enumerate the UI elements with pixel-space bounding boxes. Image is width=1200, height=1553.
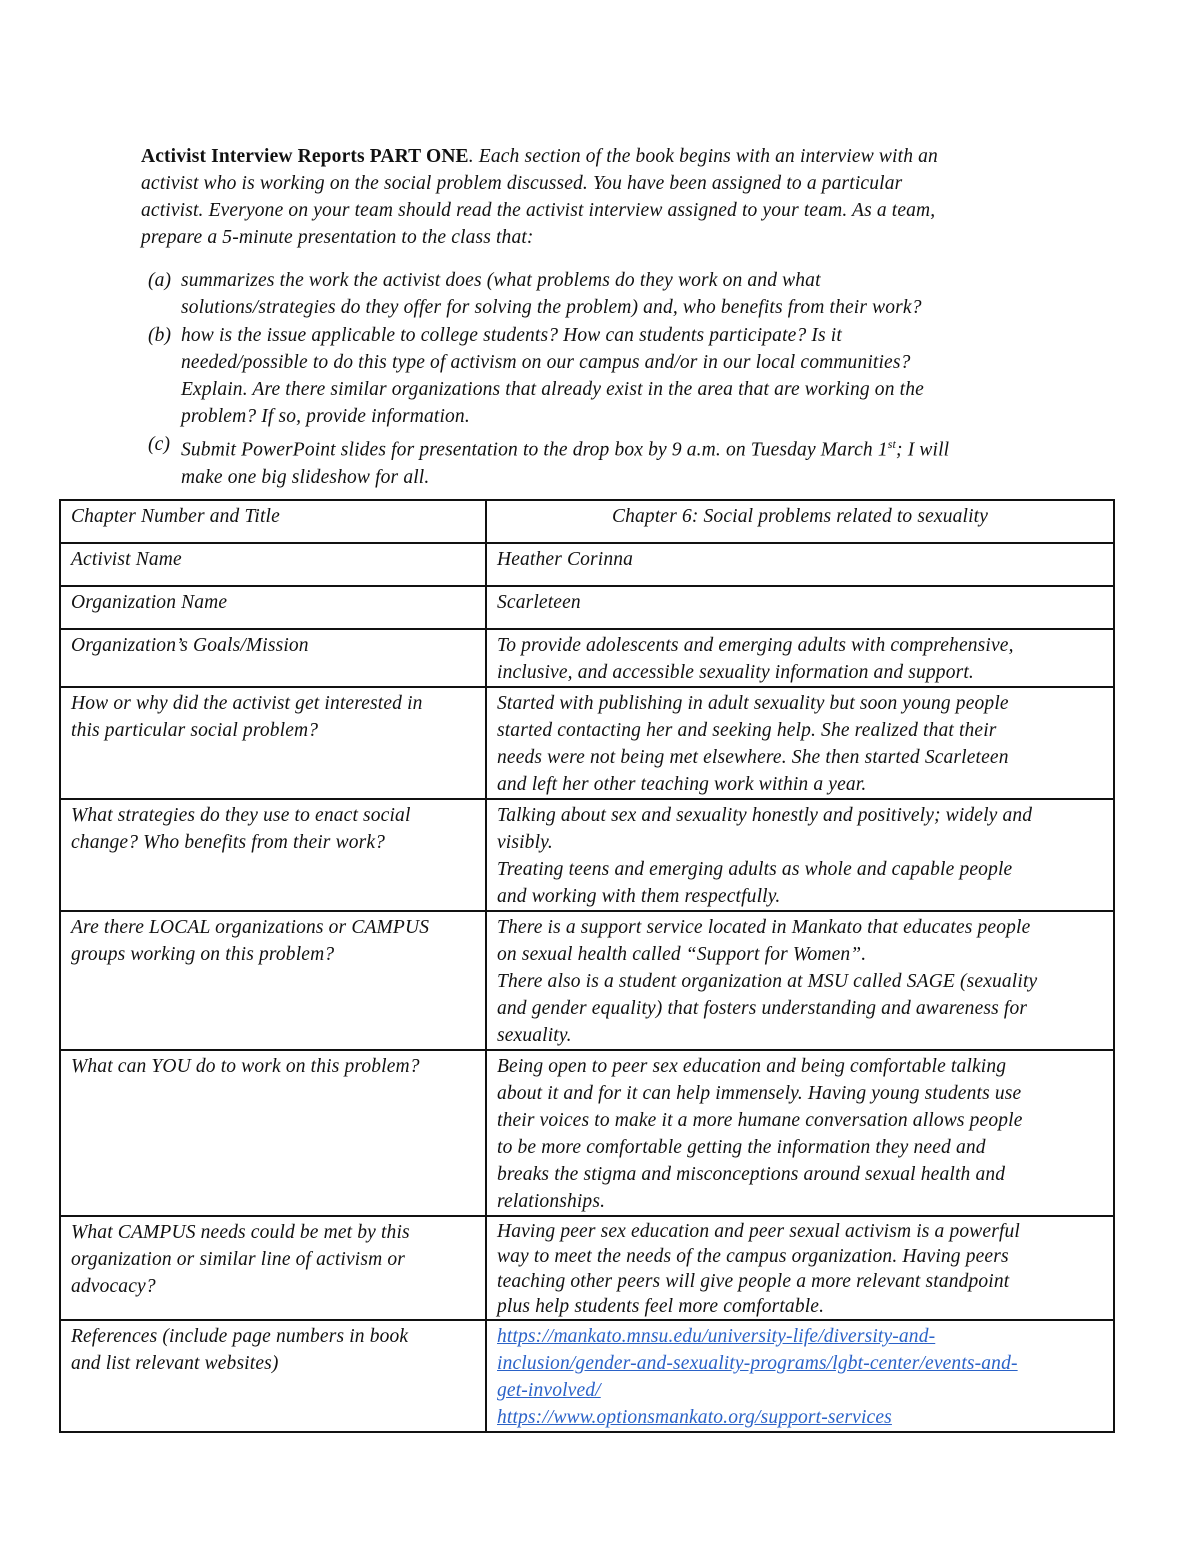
row-label-cell — [60, 1320, 486, 1432]
table-row — [60, 500, 1114, 543]
row-label-line: Organization’s Goals/Mission — [71, 635, 309, 656]
row-label-cell — [60, 799, 486, 911]
intro-line: . Each section of the book begins with an interview with an — [468, 146, 938, 167]
superscript: st — [887, 437, 897, 451]
intro-line: activist who is working on the social problem discussed. You have been assigned to a particular — [141, 173, 903, 194]
row-value-line: There is a support service located in Mankato that educates people — [497, 917, 1031, 938]
row-label-line: Organization Name — [71, 592, 228, 613]
row-value-line: Scarleteen — [497, 592, 581, 613]
list-item-c — [148, 431, 949, 491]
row-label-cell — [60, 629, 486, 687]
table-row — [60, 1050, 1114, 1216]
list-marker: (a) — [148, 270, 172, 291]
table-row — [60, 629, 1114, 687]
row-value-line: Having peer sex education and peer sexual activism is a powerful — [497, 1221, 1020, 1242]
row-value-cell — [486, 543, 1114, 586]
row-value-cell — [486, 586, 1114, 629]
list-line: problem? If so, provide information. — [181, 406, 470, 427]
row-value-line: sexuality. — [497, 1025, 572, 1046]
row-label-cell — [60, 911, 486, 1050]
row-value-line: There also is a student organization at MSU called SAGE (sexuality — [497, 971, 1038, 992]
table-row — [60, 911, 1114, 1050]
intro-line: activist. Everyone on your team should read the activist interview assigned to your team. As a team, — [141, 200, 936, 221]
table-row — [60, 799, 1114, 911]
list-line: needed/possible to do this type of activism on our campus and/or in our local communities? — [181, 352, 911, 373]
row-value-cell — [486, 500, 1114, 543]
activist-report-table — [59, 499, 1115, 1433]
list-line: Submit PowerPoint slides for presentation to the drop box by 9 a.m. on Tuesday March 1 — [181, 439, 888, 461]
row-value-line: visibly. — [497, 832, 553, 853]
row-label-cell — [60, 1050, 486, 1216]
row-value-cell — [486, 1320, 1114, 1432]
row-value-line: to be more comfortable getting the information they need and — [497, 1137, 986, 1158]
row-value-line: breaks the stigma and misconceptions around sexual health and — [497, 1164, 1006, 1185]
intro-paragraph — [141, 143, 1061, 251]
row-label-line: Activist Name — [71, 549, 182, 570]
row-label-line: this particular social problem? — [71, 720, 319, 741]
reference-link[interactable]: https://mankato.mnsu.edu/university-life/diversity-and- — [497, 1326, 936, 1347]
list-line: make one big slideshow for all. — [181, 466, 430, 488]
row-value-line: on sexual health called “Support for Women”. — [497, 944, 867, 965]
row-value-line: and left her other teaching work within a year. — [497, 774, 867, 795]
row-value-line: about it and for it can help immensely. Having young students use — [497, 1083, 1022, 1104]
list-line: how is the issue applicable to college students? How can students participate? Is it — [181, 325, 842, 346]
row-label-line: and list relevant websites) — [71, 1353, 279, 1374]
row-label-line: References (include page numbers in book — [71, 1326, 409, 1347]
list-marker: (c) — [148, 434, 171, 455]
row-value-cell — [486, 1050, 1114, 1216]
row-value-line: To provide adolescents and emerging adults with comprehensive, — [497, 635, 1014, 656]
list-line-tail: ; I will — [896, 439, 950, 461]
list-marker: (b) — [148, 325, 172, 346]
table-row — [60, 543, 1114, 586]
row-value-line: teaching other peers will give people a more relevant standpoint — [497, 1271, 1010, 1292]
row-label-line: Are there LOCAL organizations or CAMPUS — [71, 917, 430, 938]
table-row — [60, 1216, 1114, 1320]
list-line: solutions/strategies do they offer for solving the problem) and, who benefits from their work? — [181, 297, 922, 318]
row-value-cell — [486, 911, 1114, 1050]
intro-title: Activist Interview Reports PART ONE — [141, 146, 469, 167]
row-value-line: way to meet the needs of the campus organization. Having peers — [497, 1246, 1009, 1267]
row-value-cell — [486, 1216, 1114, 1320]
row-label-line: What CAMPUS needs could be met by this — [71, 1222, 410, 1243]
row-label-line: change? Who benefits from their work? — [71, 832, 386, 853]
row-value-line: Treating teens and emerging adults as whole and capable people — [497, 859, 1013, 880]
row-value-line: Talking about sex and sexuality honestly and positively; widely and — [497, 805, 1033, 826]
row-value-line: needs were not being met elsewhere. She then started Scarleteen — [497, 747, 1009, 768]
reference-link[interactable]: inclusion/gender-and-sexuality-programs/lgbt-center/events-and- — [497, 1353, 1018, 1374]
row-value-line: inclusive, and accessible sexuality information and support. — [497, 662, 974, 683]
instructions-list — [148, 267, 949, 492]
row-label-line: Chapter Number and Title — [71, 506, 280, 527]
row-label-line: What strategies do they use to enact social — [71, 805, 411, 826]
row-value-line: Heather Corinna — [497, 549, 634, 570]
row-value-line: and working with them respectfully. — [497, 886, 781, 907]
list-item-a — [148, 267, 949, 321]
row-value-line: started contacting her and seeking help. She realized that their — [497, 720, 997, 741]
row-value-line: and gender equality) that fosters understanding and awareness for — [497, 998, 1028, 1019]
row-label-cell — [60, 543, 486, 586]
list-line: Explain. Are there similar organizations that already exist in the area that are working on the — [181, 379, 924, 400]
row-label-line: groups working on this problem? — [71, 944, 335, 965]
row-value-line: Chapter 6: Social problems related to sexuality — [611, 506, 989, 527]
row-label-cell — [60, 687, 486, 799]
intro-line: prepare a 5-minute presentation to the class that: — [141, 227, 534, 248]
row-label-line: How or why did the activist get interested in — [71, 693, 423, 714]
row-value-cell — [486, 629, 1114, 687]
row-label-line: organization or similar line of activism or — [71, 1249, 405, 1270]
list-line: summarizes the work the activist does (what problems do they work on and what — [181, 270, 821, 291]
table-row — [60, 1320, 1114, 1432]
list-item-b — [148, 322, 949, 430]
row-label-cell — [60, 500, 486, 543]
row-value-line: Being open to peer sex education and being comfortable talking — [497, 1056, 1007, 1077]
row-value-line: plus help students feel more comfortable. — [497, 1296, 825, 1317]
row-label-cell — [60, 586, 486, 629]
reference-link[interactable]: https://www.optionsmankato.org/support-services — [497, 1407, 892, 1428]
row-label-line: advocacy? — [71, 1276, 156, 1297]
table-row — [60, 687, 1114, 799]
row-value-cell — [486, 799, 1114, 911]
row-label-line: What can YOU do to work on this problem? — [71, 1056, 420, 1077]
row-value-cell — [486, 687, 1114, 799]
row-value-line: Started with publishing in adult sexuality but soon young people — [497, 693, 1009, 714]
reference-link[interactable]: get-involved/ — [497, 1380, 601, 1401]
row-value-line: their voices to make it a more humane conversation allows people — [497, 1110, 1023, 1131]
row-value-line: relationships. — [497, 1191, 606, 1212]
table-row — [60, 586, 1114, 629]
row-label-cell — [60, 1216, 486, 1320]
